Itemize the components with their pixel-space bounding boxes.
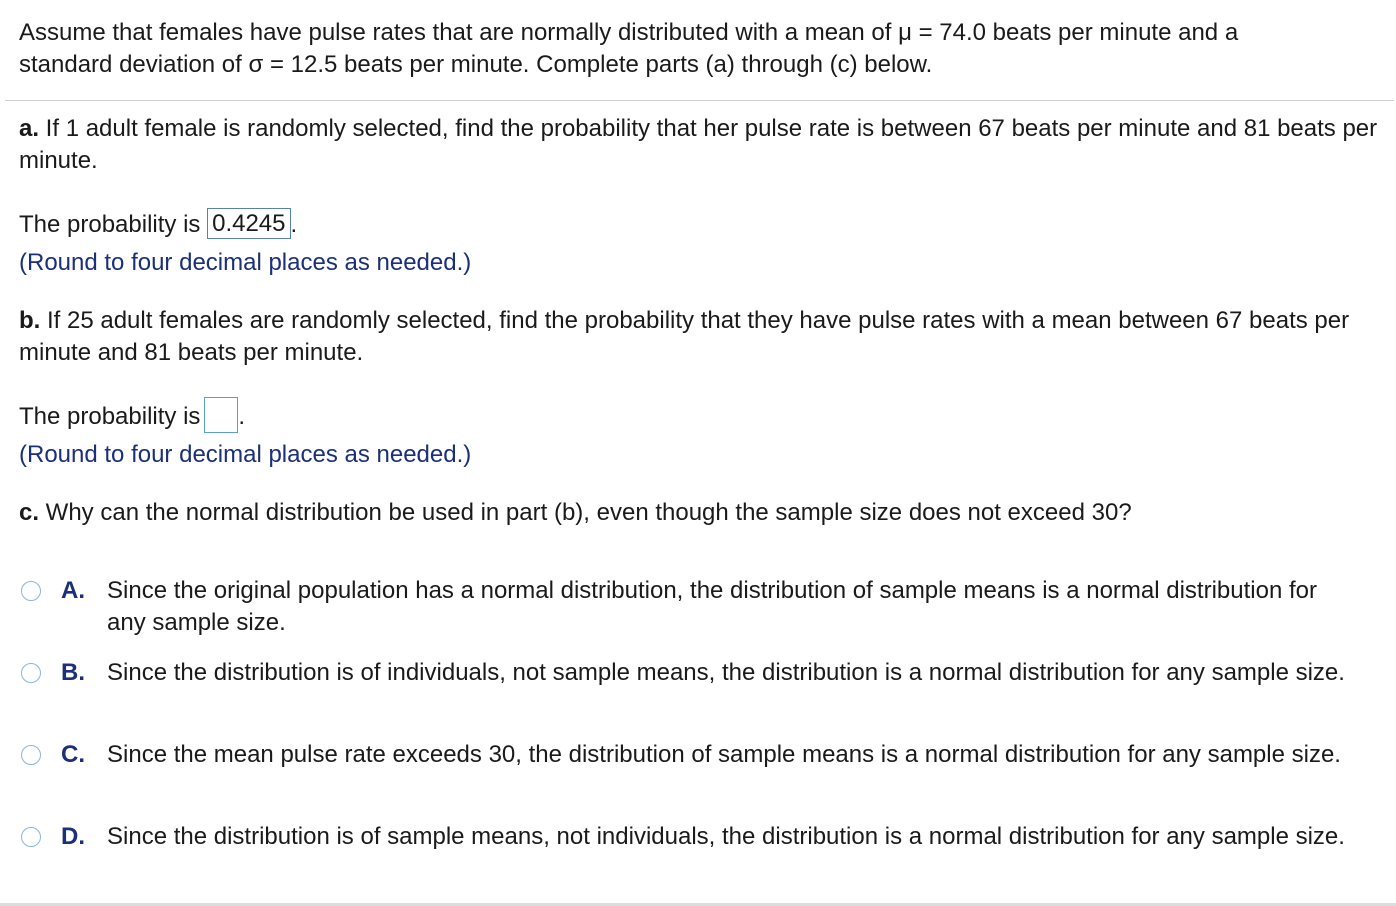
option-letter: D. [61, 823, 85, 850]
part-a-answer-suffix: . [290, 211, 298, 238]
option-text: Since the distribution is of individuals, not sample means, the distribution is a normal distribution for any sample size. [107, 659, 1345, 686]
option-a[interactable] [21, 575, 1361, 639]
radio-button[interactable] [21, 663, 41, 683]
part-c-label: c. [19, 499, 40, 526]
option-b[interactable] [21, 657, 1361, 689]
option-c[interactable] [21, 739, 1361, 771]
part-a-label: a. [19, 115, 40, 142]
option-text: Since the mean pulse rate exceeds 30, the distribution of sample means is a normal distribution for any sample size. [107, 741, 1341, 768]
part-b-question [19, 305, 1384, 369]
option-letter: B. [61, 659, 85, 686]
option-text: Since the original population has a normal distribution, the distribution of sample means is a normal distribution for any sample size. [107, 577, 1317, 636]
part-a-answer-prefix: The probability is [19, 211, 208, 238]
divider [5, 100, 1394, 101]
option-letter: C. [61, 741, 85, 768]
radio-button[interactable] [21, 581, 41, 601]
option-text: Since the distribution is of sample means, not individuals, the distribution is a normal distribution for any sample size. [107, 823, 1345, 850]
part-a-answer-line [19, 209, 1384, 241]
part-b-answer-line [19, 401, 1384, 433]
option-d[interactable] [21, 821, 1361, 853]
part-c-question [19, 497, 1384, 529]
part-a-hint: (Round to four decimal places as needed.) [19, 249, 472, 276]
part-a-question-text: If 1 adult female is randomly selected, find the probability that her pulse rate is between 67 beats per minute and 81 beats per minute. [19, 115, 1378, 174]
part-b-hint: (Round to four decimal places as needed.) [19, 441, 472, 468]
radio-button[interactable] [21, 827, 41, 847]
part-a-question [19, 113, 1384, 177]
part-a-answer-field[interactable]: 0.4245 [207, 208, 290, 239]
part-b-answer-suffix: . [238, 403, 246, 430]
part-b-answer-prefix: The probability is [19, 403, 201, 430]
part-b-answer-field[interactable] [204, 397, 238, 433]
radio-button[interactable] [21, 745, 41, 765]
part-b-question-text: If 25 adult females are randomly selected, find the probability that they have pulse rates with a mean between 67 beats per minute and 81 beats per minute. [19, 307, 1350, 366]
option-letter: A. [61, 577, 85, 604]
problem-text-line2: standard deviation of σ = 12.5 beats per minute. Complete parts (a) through (c) below. [19, 51, 933, 78]
part-c-question-text: Why can the normal distribution be used in part (b), even though the sample size does not exceed 30? [39, 499, 1132, 526]
part-b-label: b. [19, 307, 41, 334]
problem-text-line1: Assume that females have pulse rates that are normally distributed with a mean of μ = 74.0 beats per minute and a [19, 19, 1239, 46]
problem-statement [19, 17, 1379, 81]
